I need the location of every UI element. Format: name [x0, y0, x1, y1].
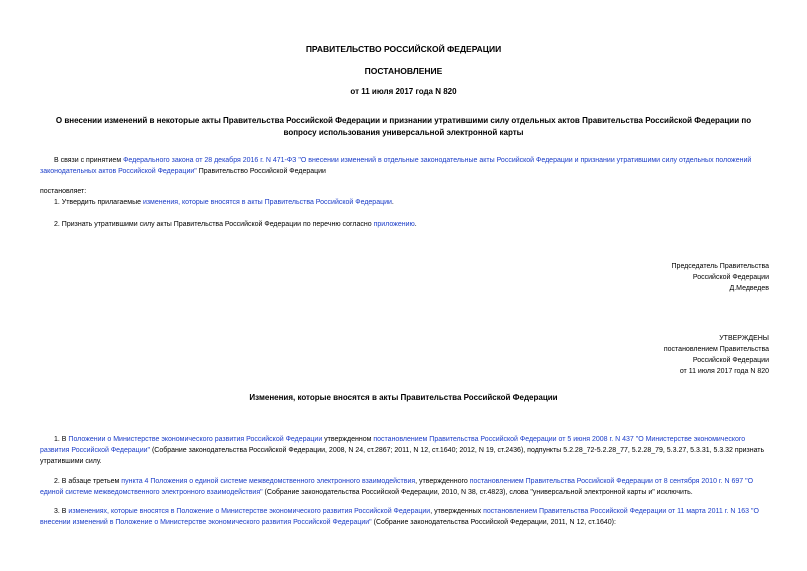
paragraph-4-link[interactable]: пункта 4 Положения о единой системе межведомственного электронного взаимодействия — [121, 478, 416, 485]
document-title: О внесении изменений в некоторые акты Правительства Российской Федерации и признании утратившими силу отдельных актов Правительства Российской Федерации по вопросу использования универсальной электронной карты — [55, 116, 752, 137]
section-title: Изменения, которые вносятся в акты Правительства Российской Федерации — [249, 393, 558, 402]
government-heading: ПРАВИТЕЛЬСТВО РОССИЙСКОЙ ФЕДЕРАЦИИ — [305, 44, 502, 54]
document-date: от 11 июля 2017 года N 820 — [350, 87, 457, 96]
item-2: 2. Признать утратившими силу акты Правительства Российской Федерации по перечню согласно приложению. — [54, 221, 417, 228]
appendix-link[interactable]: приложению — [373, 221, 415, 228]
decree-163-link[interactable]: постановлением Правительства Российской Федерации от 11 марта 2011 г. N 163 "О внесении изменений в Положение о Министерстве экономического развития Российской Федерации" — [40, 508, 759, 526]
decree-697-link[interactable]: постановлением Правительства Российской Федерации от 8 сентября 2010 г. N 697 "О единой системе межведомственного электронного взаимодействия" — [40, 478, 754, 496]
change-3: 3. В изменениях, которые вносятся в Положение о Министерстве экономического развития Российской Федерации, утвержденных постановлением Правительства Российской Федерации от 11 марта 2011 г. N 163 "О внесении изменений в Положение о Министерстве экономического развития Российской Федерации" (Собрание законодательства Российской Федерации, 2011, N 12, ст.1640): — [40, 508, 759, 526]
change-2: 2. В абзаце третьем пункта 4 Положения о единой системе межведомственного электронного взаимодействия, утвержденного постановлением Правительства Российской Федерации от 8 сентября 2010 г. N 697 "О единой системе межведомственного электронного взаимодействия" (Собрание законодательства Российской Федерации, 2010, N 38, ст.4823), слова "универсальной электронной карты и" исключить. — [40, 478, 754, 496]
change-1: 1. В Положении о Министерстве экономического развития Российской Федерации утвержденном постановлением Правительства Российской Федерации от 5 июня 2008 г. N 437 "О Министерстве экономического развития Российской Федерации" (Собрание законодательства Российской Федерации, 2008, N 24, ст.2867; 2011, N 12, ст.1640; 2012, N 19, ст.2436), подпункты 5.2.28_72-5.2.28_77, 5.2.28_79, 5.3.27, 5.3.31, 5.3.32 признать утратившими силу. — [40, 436, 765, 465]
amendments-link[interactable]: изменениях, которые вносятся в Положение о Министерстве экономического развития Российской Федерации — [68, 508, 431, 515]
signature-block: Председатель Правительства Российской Федерации Д.Медведев — [671, 263, 769, 292]
intro-paragraph: В связи с принятием Федерального закона от 28 декабря 2016 г. N 471-ФЗ "О внесении изменений в отдельные законодательные акты Российской Федерации и признании утратившими силу отдельных положений законодательных актов Российской Федерации" Правительство Российской Федерации — [40, 157, 752, 175]
ministry-regulation-link[interactable]: Положении о Министерстве экономического развития Российской Федерации — [68, 436, 323, 443]
decree-437-link[interactable]: постановлением Правительства Российской Федерации от 5 июня 2008 г. N 437 "О Министерстве экономического развития Российской Федерации" — [40, 436, 746, 454]
federal-law-link[interactable]: Федерального закона от 28 декабря 2016 г. N 471-ФЗ "О внесении изменений в отдельные законодательные акты Российской Федерации и признании утратившими силу отдельных положений законодательных актов Российской Федерации" — [40, 157, 752, 175]
item-1: 1. Утвердить прилагаемые изменения, которые вносятся в акты Правительства Российской Федерации. — [54, 199, 394, 206]
decides-text: постановляет: — [40, 188, 87, 195]
changes-link[interactable]: изменения, которые вносятся в акты Правительства Российской Федерации — [142, 199, 392, 206]
document-type: ПОСТАНОВЛЕНИЕ — [364, 66, 443, 76]
approval-block: УТВЕРЖДЕНЫ постановлением Правительства Российской Федерации от 11 июля 2017 года N 820 — [663, 335, 769, 375]
